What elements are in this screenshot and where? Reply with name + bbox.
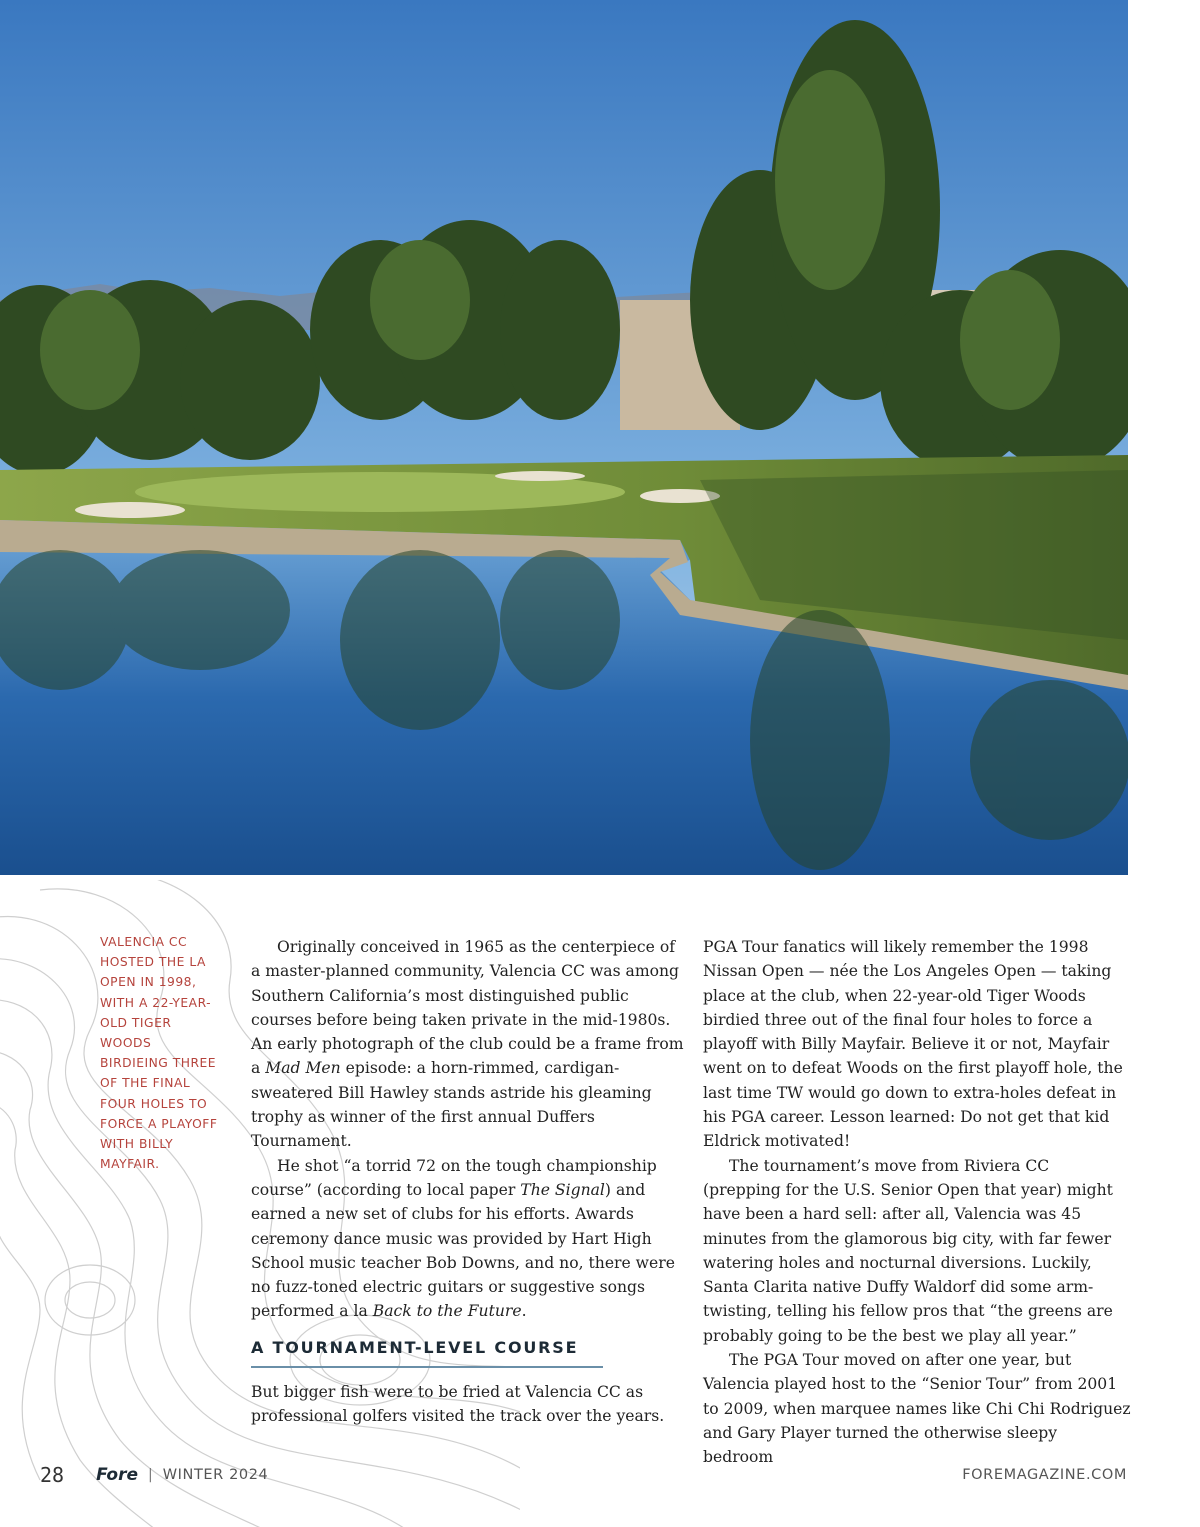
- issue-label: WINTER 2024: [162, 1467, 269, 1483]
- footer-separator: |: [147, 1467, 153, 1483]
- page-number: 28: [40, 1463, 65, 1487]
- article-column-left: [251, 935, 686, 1429]
- article-paragraph-2: He shot “a torrid 72 on the tough championship course” (according to local paper The Signal) and earned a new set of clubs for his efforts. Awards ceremony dance music was provided by Hart High School music teacher Bob Downs, and no, there were no fuzz-toned electric guitars or suggestive songs performed a la Back to the Future.: [251, 1156, 675, 1321]
- footer-left: [40, 1463, 268, 1487]
- magazine-logo: Fore: [96, 1465, 138, 1485]
- website-url: FOREMAGAZINE.COM: [962, 1467, 1127, 1483]
- article-paragraph-4: PGA Tour fanatics will likely remember the 1998 Nissan Open — née the Los Angeles Open — taking place at the club, when 22-year-old Tiger Woods birdied three out of the final four holes to force a playoff with Billy Mayfair. Believe it or not, Mayfair went on to defeat Woods on the first playoff hole, the last time TW would go down to extra-holes defeat in his PGA career. Lesson learned: Do not get that kid Eldrick motivated!: [703, 938, 1123, 1151]
- article-paragraph-1: Originally conceived in 1965 as the centerpiece of a master-planned community, Valencia CC was among Southern California’s most distinguished public courses before being taken private in the mid-1980s. An early photograph of the club could be a frame from a Mad Men episode: a horn-rimmed, cardigan-sweatered Bill Hawley stands astride his gleaming trophy as winner of the first annual Duffers Tournament.: [251, 938, 684, 1151]
- article-paragraph-5: The tournament’s move from Riviera CC (prepping for the U.S. Senior Open that year) might have been a hard sell: after all, Valencia was 45 minutes from the glamorous big city, with far fewer watering holes and nocturnal diversions. Luckily, Santa Clarita native Duffy Waldorf did some arm-twisting, telling his fellow pros that “the greens are probably going to be the best we play all year.”: [703, 1156, 1113, 1345]
- article-column-right: [703, 935, 1131, 1470]
- article-paragraph-3: But bigger fish were to be fried at Valencia CC as professional golfers visited the track over the years.: [251, 1383, 665, 1426]
- photo-caption: VALENCIA CC HOSTED THE LA OPEN IN 1998, WITH A 22-YEAR-OLD TIGER WOODS BIRDIEING THREE OF THE FINAL FOUR HOLES TO FORCE A PLAYOFF WITH BILLY MAYFAIR.: [100, 935, 218, 1172]
- section-subheading: A TOURNAMENT-LEVEL COURSE: [251, 1336, 603, 1368]
- article-paragraph-6: The PGA Tour moved on after one year, but Valencia played host to the “Senior Tour” from 2001 to 2009, when marquee names like Chi Chi Rodriguez and Gary Player turned the otherwise sleepy bedroom: [703, 1351, 1131, 1467]
